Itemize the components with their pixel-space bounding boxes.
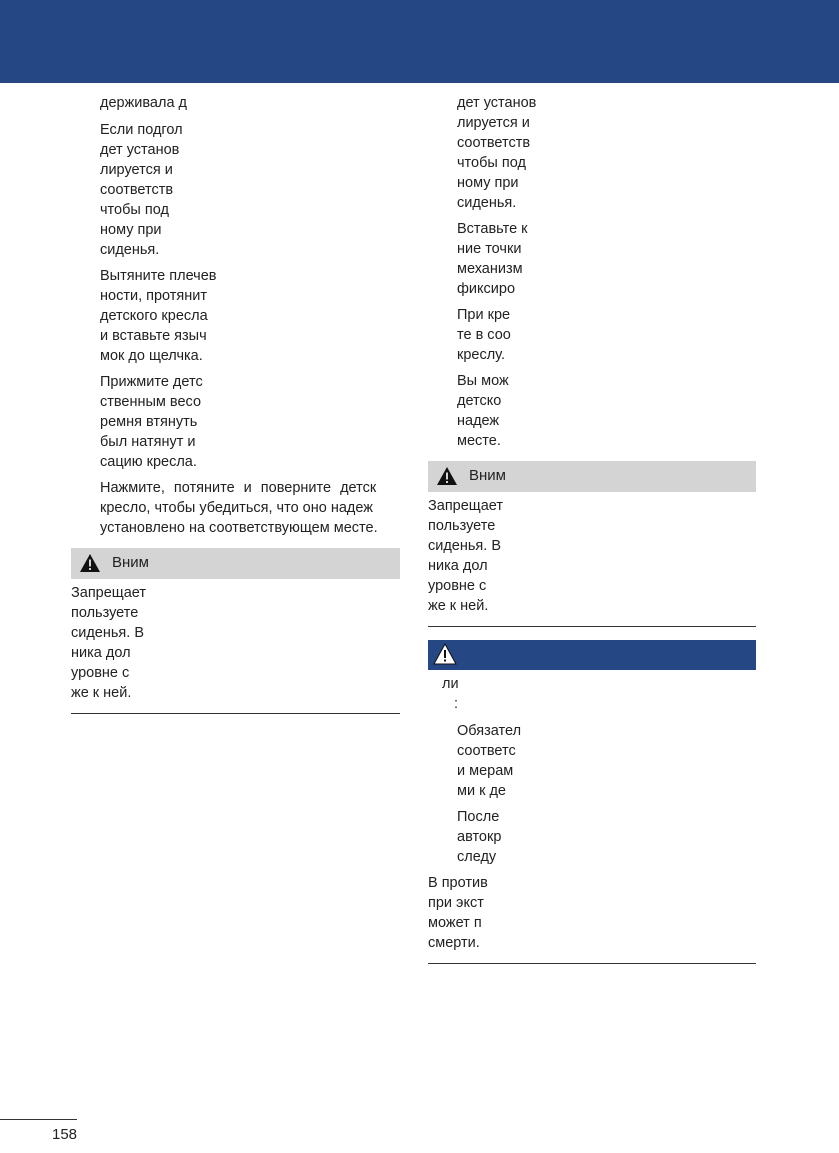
warning-triangle-icon <box>433 643 457 669</box>
paragraph-shoulder-belt: Вытяните плечев ности, протянит детского кресла и вставьте языч мок до щелчка. <box>100 268 217 364</box>
page-number: 158 <box>52 1126 78 1143</box>
paragraph-press-seat: Прижмите детс ственным весо ремня втянуть был натянут и сацию кресла. <box>100 374 203 470</box>
paragraph-mounting: При кре те в соо креслу. <box>457 307 511 363</box>
warning-item-1: Обязател соответс и мерам ми к де <box>457 723 522 799</box>
warning-intro: ли : <box>442 676 459 712</box>
header-band <box>0 0 839 83</box>
warning-consequence: В против при экст может п смерти. <box>428 875 488 951</box>
warning-triangle-icon <box>79 553 101 577</box>
section-divider <box>71 713 400 714</box>
warning-header <box>428 640 756 670</box>
notice-label: Вним <box>469 467 506 484</box>
notice-body: Запрещает пользуете сиденья. В ника дол уровне с же к ней. <box>71 585 147 701</box>
paragraph-check-seat: Нажмите, потяните и поверните детск кресло, чтобы убедиться, что оно надеж установлено на соответствующем месте. <box>100 480 378 536</box>
left-column <box>71 93 400 714</box>
footer-rule <box>0 1119 77 1120</box>
notice-body-right: Запрещает пользуете сиденья. В ника дол уровне с же к ней. <box>428 498 504 614</box>
paragraph-secure: Вы мож детско надеж месте. <box>457 373 509 449</box>
notice-header-right <box>428 461 756 492</box>
notice-header <box>71 548 400 579</box>
section-divider <box>428 963 756 964</box>
paragraph-headrest: Если подгол дет установ лируется и соответств чтобы под ному при сиденья. <box>100 122 183 258</box>
paragraph-cut-off: держивала д <box>100 95 188 111</box>
paragraph-insert-latch: Вставьте к ние точки механизм фиксиро <box>457 221 528 297</box>
paragraph-headrest-cont: дет установ лируется и соответств чтобы под ному при сиденья. <box>457 95 537 211</box>
warning-item-2: После автокр следу <box>457 809 502 865</box>
right-column <box>428 93 756 964</box>
notice-label: Вним <box>112 554 149 571</box>
section-divider <box>428 626 756 627</box>
warning-triangle-icon <box>436 466 458 490</box>
